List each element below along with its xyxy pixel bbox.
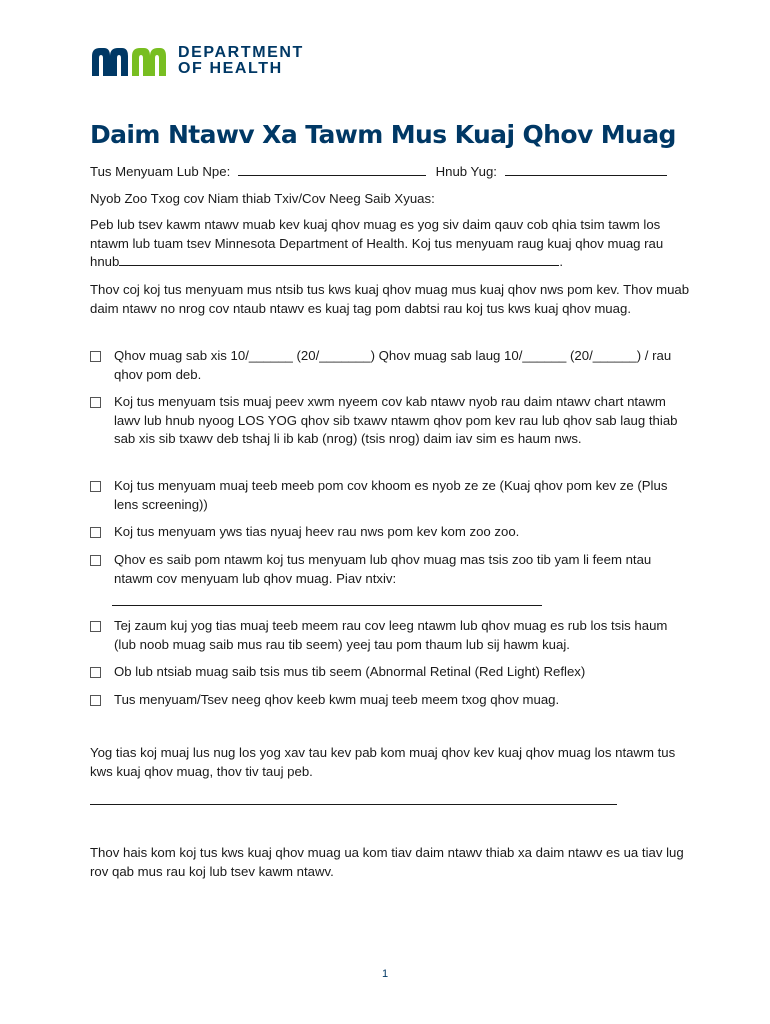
checkbox-label: Qhov es saib pom ntawm koj tus menyuam lub qhov muag mas tsis zoo tib yam li feem ntau ntawm cov menyuam lub qhov muag. Piav ntxiv: [114,552,652,586]
mdh-logo [90,44,304,78]
checkbox-item [90,347,690,384]
checkbox[interactable] [90,351,101,362]
checkbox[interactable] [90,695,101,706]
paragraph-instructions: Thov coj koj tus menyuam mus ntsib tus kws kuaj qhov muag mus kuaj qhov nws pom kev. Thov muab daim ntawv no nrog cov ntaub ntawv es kuaj tag pom dabtsi rau koj tus kws kuaj qhov muag. [90,282,690,316]
checkbox[interactable] [90,527,101,538]
checkbox-label: Ob lub ntsiab muag saib tsis mus tib seem (Abnormal Retinal (Red Light) Reflex) [114,664,586,679]
child-name-label: Tus Menyuam Lub Npe: [90,164,231,179]
checkbox[interactable] [90,555,101,566]
name-dob-row [90,163,690,182]
page-title: Daim Ntawv Xa Tawm Mus Kuaj Qhov Muag [90,120,676,149]
child-name-field[interactable] [238,163,426,176]
checkbox-label: Koj tus menyuam muaj teeb meeb pom cov khoom es nyob ze ze (Kuaj qhov pom kev ze (Plus lens screening)) [114,478,668,512]
paragraph-intro-text: Peb lub tsev kawm ntawv muab kev kuaj qhov muag es yog siv daim qauv cob qhia tsim tawm los ntawm lub tuam tsev Minnesota Department of Health. Koj tus menyuam raug kuaj qhov muag rau hnub [90,217,664,270]
checkbox-label: Koj tus menyuam yws tias nyuaj heev rau nws pom kev kom zoo zoo. [114,524,520,539]
logo-line-health: OF HEALTH [178,60,283,77]
page-number: 1 [381,968,389,980]
checkbox-item [90,477,690,514]
contact-field[interactable] [90,804,617,805]
logo-line-department: DEPARTMENT [178,44,304,61]
checkbox[interactable] [90,481,101,492]
checkbox-label: Tej zaum kuj yog tias muaj teeb meem rau cov leeg ntawm lub qhov muag es rub los tsis haum (lub noob muag saib mus rau tib seem) yeej tau pom thaum lub sij hawm kuaj. [114,618,668,652]
checkbox[interactable] [90,397,101,408]
greeting: Nyob Zoo Txog cov Niam thiab Txiv/Cov Neeg Saib Xyuas: [90,191,435,206]
paragraph-questions: Yog tias koj muaj lus nug los yog xav tau kev pab kom muaj qhov kev kuaj qhov muag los ntawm tus kws kuaj qhov muag, thov tiv tauj peb. [90,745,676,779]
checkbox-label: Qhov muag sab xis 10/______ (20/_______) Qhov muag sab laug 10/______ (20/______) / rau qhov pom deb. [114,348,672,382]
dob-field[interactable] [505,163,667,176]
paragraph-intro [90,216,690,272]
dob-label: Hnub Yug: [435,164,497,179]
paragraph-return: Thov hais kom koj tus kws kuaj qhov muag ua kom tiav daim ntawv thiab xa daim ntawv es ua tiav lug rov qab mus rau koj lub tsev kawm ntawv. [90,845,684,879]
checkbox-item [90,393,690,449]
checkbox-label: Tus menyuam/Tsev neeg qhov keeb kwm muaj teeb meem txog qhov muag. [114,692,560,707]
describe-more-field[interactable] [112,605,542,606]
checkbox-item [90,523,690,542]
screening-date-field[interactable] [119,253,559,266]
paragraph-intro-end: . [559,254,564,270]
checkbox-item [90,691,690,710]
checkbox-item [90,551,690,588]
checkbox[interactable] [90,621,101,632]
checkbox-label: Koj tus menyuam tsis muaj peev xwm nyeem cov kab ntawv nyob rau daim ntawv chart ntawm lawv lub hnub nyoog LOS YOG qhov sib txawv ntawm qhov pom kev rau lub qhov sab laug thiab sab xis sib txawv deb tshaj li ib kab (nrog) (tsis nrog) daim iav sim es haum nws. [114,394,678,447]
checkbox-item [90,663,690,682]
mn-logo-mark-icon [90,44,168,78]
checkbox-item [90,617,690,654]
checkbox[interactable] [90,667,101,678]
